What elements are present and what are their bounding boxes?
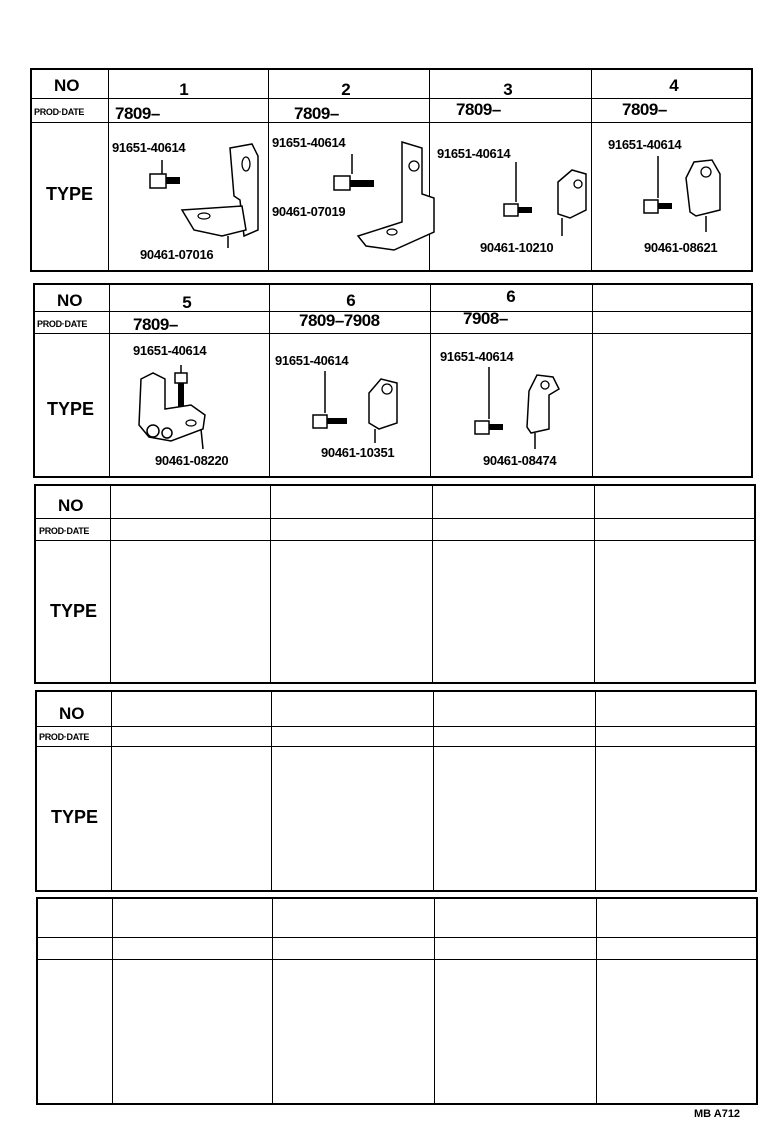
production-date: 7809–7908 xyxy=(299,311,380,330)
column-number: 6 xyxy=(346,291,356,310)
production-date: 7809– xyxy=(294,104,339,123)
bolt-part-number: 91651-40614 xyxy=(440,349,514,364)
bracket-illustration xyxy=(142,140,268,250)
prod-date-label: PROD·DATE xyxy=(37,319,88,329)
bracket-illustration xyxy=(305,371,435,451)
bracket-part-number: 90461-07019 xyxy=(272,204,346,219)
bolt-part-number: 91651-40614 xyxy=(112,140,186,155)
bolt-part-number: 91651-40614 xyxy=(133,343,207,358)
type-label: TYPE xyxy=(47,399,95,419)
bracket-part-number: 90461-08474 xyxy=(483,453,557,468)
bolt-part-number: 91651-40614 xyxy=(608,137,682,152)
production-date: 7809– xyxy=(622,100,667,119)
bolt-part-number: 91651-40614 xyxy=(275,353,349,368)
bracket-part-number: 90461-08220 xyxy=(155,453,229,468)
column-number: 1 xyxy=(179,80,189,99)
production-date: 7809– xyxy=(115,104,160,123)
prod-date-label: PROD·DATE xyxy=(39,732,90,742)
production-date: 7908– xyxy=(463,309,508,328)
bracket-part-number: 90461-07016 xyxy=(140,247,214,262)
bracket-illustration xyxy=(131,365,261,455)
parts-table-block-1 xyxy=(30,68,753,272)
bracket-illustration xyxy=(465,367,595,457)
bolt-part-number: 91651-40614 xyxy=(437,146,511,161)
no-label: NO xyxy=(59,704,85,723)
no-label: NO xyxy=(54,76,80,95)
bracket-part-number: 90461-10351 xyxy=(321,445,395,460)
column-number: 2 xyxy=(341,80,351,99)
bracket-illustration xyxy=(462,160,602,250)
prod-date-label: PROD·DATE xyxy=(39,526,90,536)
production-date: 7809– xyxy=(456,100,501,119)
bolt-part-number: 91651-40614 xyxy=(272,135,346,150)
parts-table-block-3 xyxy=(34,484,756,684)
prod-date-label: PROD·DATE xyxy=(34,107,85,117)
bracket-part-number: 90461-10210 xyxy=(480,240,554,255)
type-label: TYPE xyxy=(50,601,98,621)
bracket-illustration xyxy=(632,154,758,244)
parts-table-block-2 xyxy=(33,283,753,478)
column-number: 6 xyxy=(506,287,516,306)
type-label: TYPE xyxy=(51,807,99,827)
type-label: TYPE xyxy=(46,184,94,204)
no-label: NO xyxy=(57,291,83,310)
column-number: 3 xyxy=(503,80,513,99)
bracket-illustration xyxy=(302,140,428,260)
column-number: 5 xyxy=(182,293,192,312)
column-number: 4 xyxy=(669,76,679,95)
parts-table-block-4 xyxy=(35,690,757,892)
bracket-part-number: 90461-08621 xyxy=(644,240,718,255)
parts-table-block-5 xyxy=(36,897,758,1105)
no-label: NO xyxy=(58,496,84,515)
page-code: MB A712 xyxy=(694,1108,741,1120)
production-date: 7809– xyxy=(133,315,178,334)
